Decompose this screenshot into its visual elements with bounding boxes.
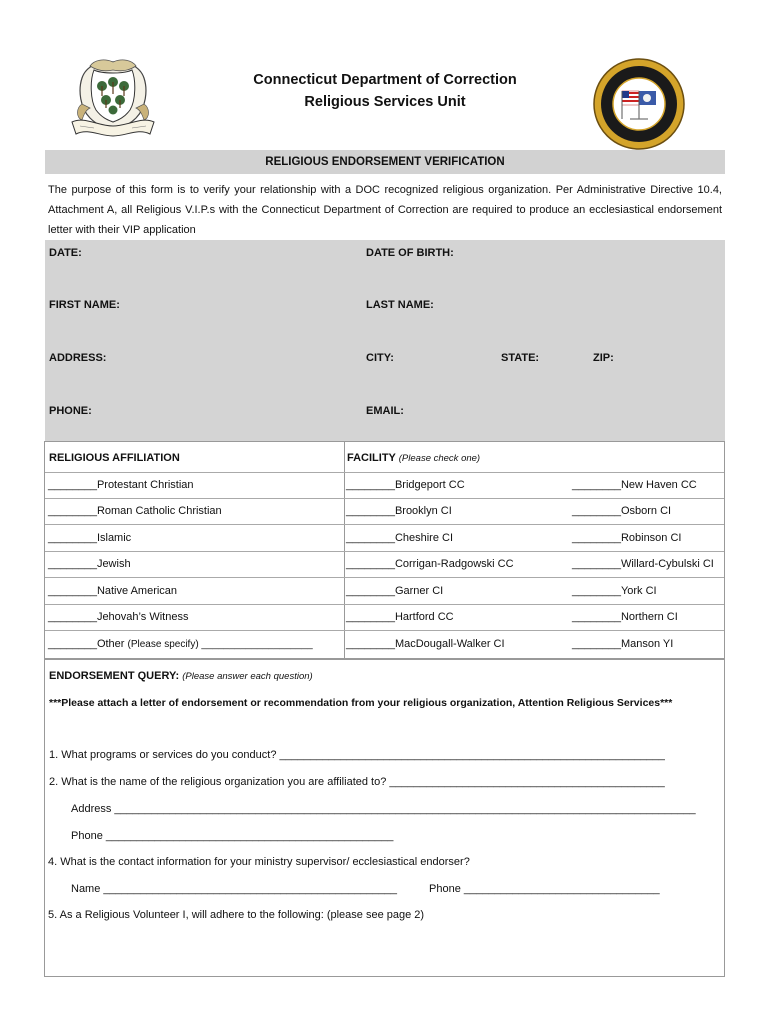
facility-option[interactable]: ________Cheshire CI <box>346 532 454 544</box>
address-label: ADDRESS: <box>49 352 107 364</box>
first-name-label: FIRST NAME: <box>49 299 120 311</box>
page-title: Connecticut Department of Correction <box>253 72 517 88</box>
facility-option[interactable]: ________MacDougall-Walker CI <box>346 638 505 650</box>
supervisor-name-field[interactable]: Name ________________________________________________ <box>71 883 398 895</box>
affiliation-facility-table <box>44 441 725 659</box>
city-label: CITY: <box>366 352 394 364</box>
email-label: EMAIL: <box>366 405 404 417</box>
facility-heading-note: (Please check one) <box>398 453 481 464</box>
other-prefix: ________Other <box>48 638 125 650</box>
last-name-label: LAST NAME: <box>366 299 434 311</box>
phone-label: PHONE: <box>49 405 92 417</box>
affiliation-option[interactable]: ________Native American <box>48 585 178 597</box>
purpose-paragraph: The purpose of this form is to verify your relationship with a DOC recognized religious organization. Per Administrative Directive 10.4, Attachment A, all Religious V.I.P.s with the Connecticut Department of Correction are required to produce an ecclesiastical endorsement letter with their VIP application <box>48 184 722 236</box>
other-specify: (Please specify) ____________________ <box>127 639 313 650</box>
endorsement-heading-note: (Please answer each question) <box>182 671 313 682</box>
facility-option[interactable]: ________Northern CI <box>572 611 678 623</box>
row-divider <box>45 604 724 605</box>
date-of-birth-label: DATE OF BIRTH: <box>366 247 454 259</box>
row-divider <box>45 551 724 552</box>
facility-option[interactable]: ________Garner CI <box>346 585 444 597</box>
religious-affiliation-heading: RELIGIOUS AFFILIATION <box>49 452 180 464</box>
facility-option[interactable]: ________Bridgeport CC <box>346 479 465 491</box>
facility-option[interactable]: ________Osborn CI <box>572 505 672 517</box>
facility-heading-label: FACILITY <box>347 452 396 464</box>
facility-heading <box>347 452 480 464</box>
endorsement-heading: ENDORSEMENT QUERY: (Please answer each question) <box>49 670 313 682</box>
affiliation-option[interactable]: ________Jehovah’s Witness <box>48 611 189 623</box>
affiliation-option[interactable]: ________Islamic <box>48 532 132 544</box>
form-title-banner: RELIGIOUS ENDORSEMENT VERIFICATION <box>45 150 725 174</box>
supervisor-phone-field[interactable]: Phone ________________________________ <box>429 883 660 895</box>
facility-option[interactable]: ________Robinson CI <box>572 532 682 544</box>
endorsement-heading-label: ENDORSEMENT QUERY <box>49 670 176 682</box>
attach-letter-notice: ***Please attach a letter of endorsement or recommendation from your religious organization, Attention Religious Services*** <box>49 697 673 709</box>
date-label: DATE: <box>49 247 82 259</box>
question-1[interactable]: 1. What programs or services do you conduct? _______________________________________________________________ <box>49 749 665 761</box>
table-column-divider <box>344 441 345 659</box>
organization-address-field[interactable]: Address _______________________________________________________________________________________________ <box>71 803 696 815</box>
facility-option[interactable]: ________Corrigan-Radgowski CC <box>346 558 514 570</box>
affiliation-option[interactable]: ________Jewish <box>48 558 131 570</box>
row-divider <box>45 577 724 578</box>
facility-option[interactable]: ________Hartford CC <box>346 611 454 623</box>
row-divider <box>45 472 724 473</box>
affiliation-option-other[interactable] <box>48 638 313 650</box>
organization-phone-field[interactable]: Phone _______________________________________________ <box>71 830 394 842</box>
facility-option[interactable]: ________Brooklyn CI <box>346 505 452 517</box>
affiliation-option[interactable]: ________Protestant Christian <box>48 479 194 491</box>
facility-option[interactable]: ________Willard-Cybulski CI <box>572 558 714 570</box>
row-divider <box>45 498 724 499</box>
row-divider <box>45 630 724 631</box>
question-4: 4. What is the contact information for your ministry supervisor/ ecclesiastical endorser? <box>48 856 470 868</box>
doc-badge-logo <box>592 57 686 151</box>
facility-option[interactable]: ________New Haven CC <box>572 479 697 491</box>
row-divider <box>45 524 724 525</box>
state-label: STATE: <box>501 352 540 364</box>
question-5: 5. As a Religious Volunteer I, will adhere to the following: (please see page 2) <box>48 909 425 921</box>
zip-label: ZIP: <box>593 352 614 364</box>
facility-option[interactable]: ________Manson YI <box>572 638 674 650</box>
question-2[interactable]: 2. What is the name of the religious organization you are affiliated to? _____________________________________________ <box>49 776 665 788</box>
facility-option[interactable]: ________York CI <box>572 585 657 597</box>
page-subtitle: Religious Services Unit <box>304 94 466 110</box>
affiliation-option[interactable]: ________Roman Catholic Christian <box>48 505 222 517</box>
